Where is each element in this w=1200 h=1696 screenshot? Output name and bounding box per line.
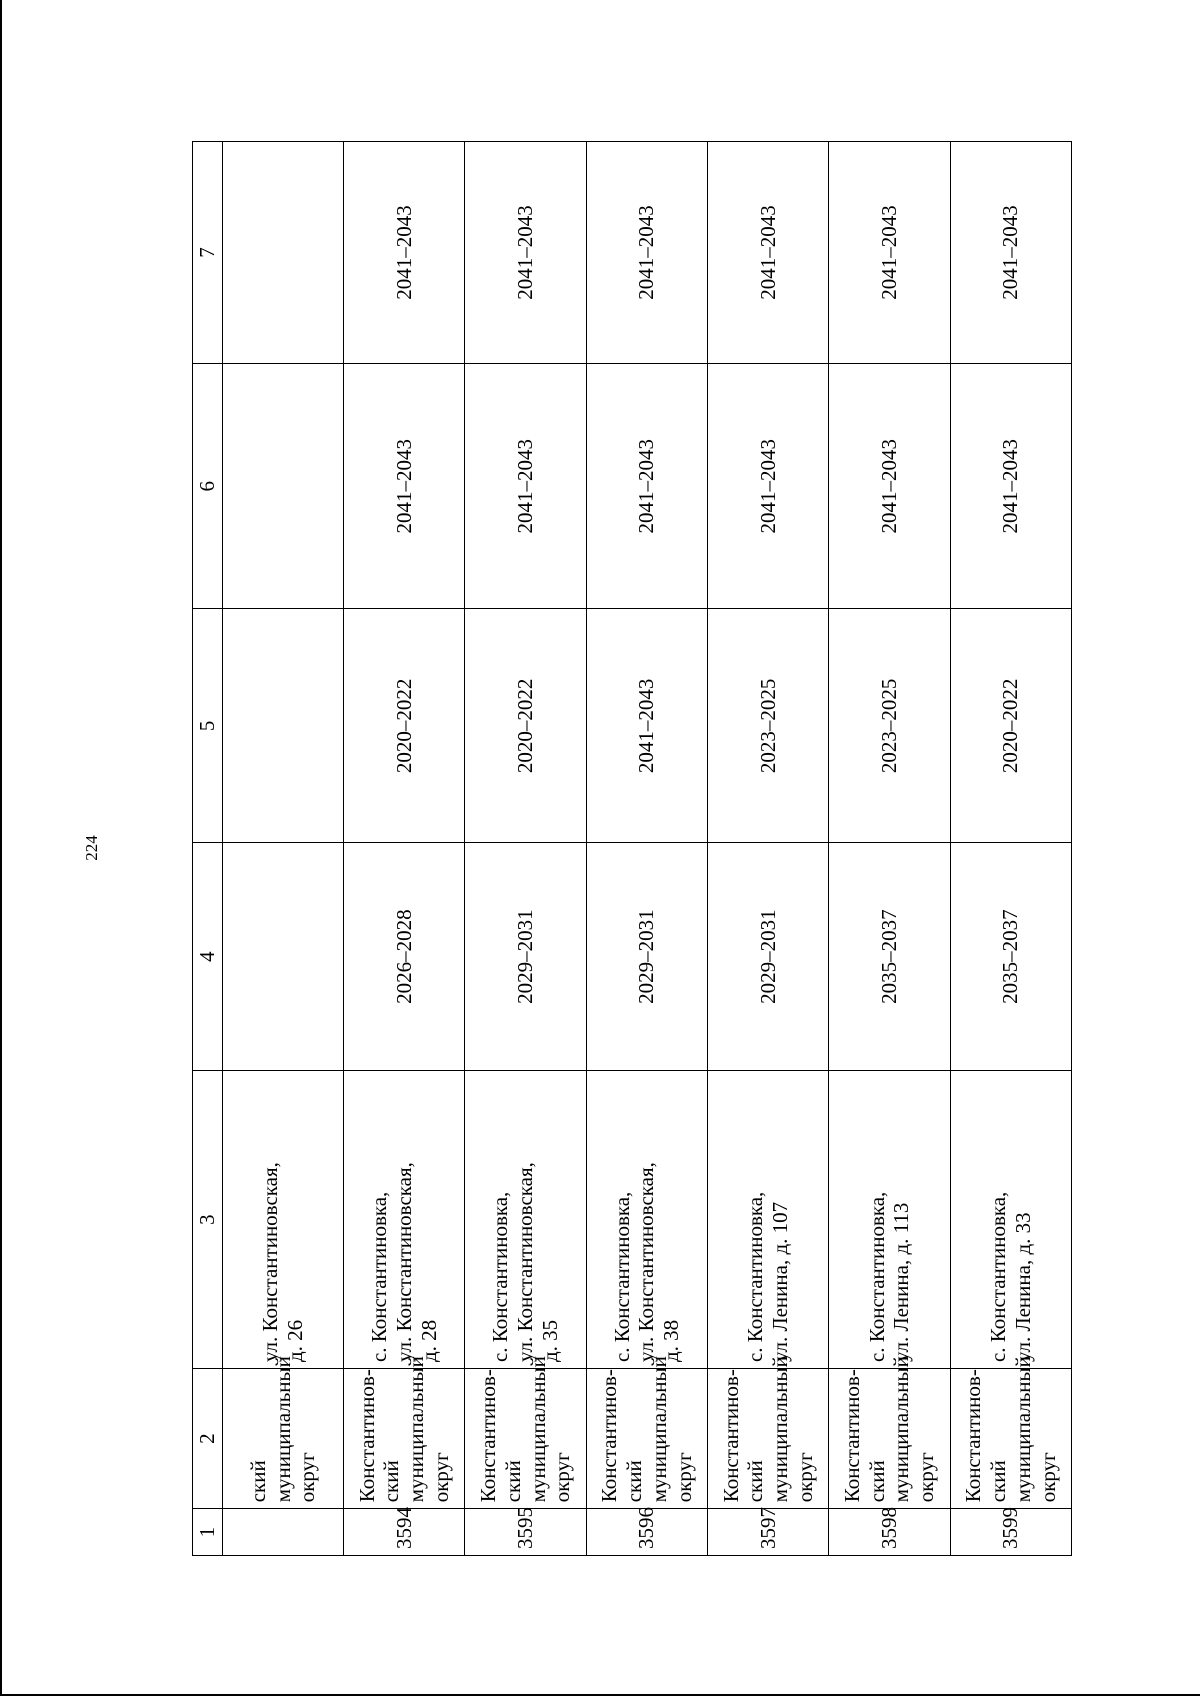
- district-line: муниципальный: [270, 1356, 295, 1503]
- district-cell: [708, 1356, 829, 1509]
- district-line: ский: [500, 1460, 525, 1503]
- address-line: ул. Ленина, д. 33: [1010, 1212, 1035, 1363]
- header-row: [193, 142, 223, 1556]
- district-line: Константинов-: [354, 1369, 379, 1503]
- period-cell-c6: 2041–2043: [829, 364, 950, 609]
- address-line: с. Константиновка,: [488, 1191, 513, 1363]
- address-cell: [708, 1071, 829, 1369]
- address-line: д. 28: [416, 1319, 441, 1363]
- district-line: муниципальный: [525, 1356, 550, 1503]
- address-line: д. 38: [659, 1319, 684, 1363]
- district-line: округ: [671, 1452, 696, 1503]
- period-cell-c5: 2041–2043: [586, 609, 707, 843]
- period-cell-c6: 2041–2043: [950, 364, 1071, 609]
- period-cell-c5: 2023–2025: [708, 609, 829, 843]
- district-line: Константинов-: [476, 1369, 501, 1503]
- period-cell-c6: 2041–2043: [586, 364, 707, 609]
- address-line: с. Константиновка,: [743, 1191, 768, 1363]
- period-cell-c4: 2029–2031: [708, 843, 829, 1071]
- period-cell-c5: 2020–2022: [950, 609, 1071, 843]
- period-cell-c5: 2020–2022: [344, 609, 465, 843]
- period-cell-c5: [222, 609, 343, 843]
- period-cell-c7: 2041–2043: [465, 142, 586, 364]
- address-line: д. 35: [537, 1319, 562, 1363]
- period-cell-c7: 2041–2043: [586, 142, 707, 364]
- district-line: округ: [1035, 1452, 1060, 1503]
- header-cell: 1: [193, 1509, 223, 1556]
- header-cell: 4: [193, 843, 223, 1071]
- district-line: Константинов-: [961, 1369, 986, 1503]
- header-cell: 3: [193, 1071, 223, 1369]
- district-line: муниципальный: [889, 1356, 914, 1503]
- address-line: с. Константиновка,: [986, 1191, 1011, 1363]
- address-line: с. Константиновка,: [864, 1191, 889, 1363]
- address-cell: [222, 1071, 343, 1369]
- period-cell-c5: 2023–2025: [829, 609, 950, 843]
- district-cell: [465, 1356, 586, 1509]
- district-line: округ: [550, 1452, 575, 1503]
- header-cell: 5: [193, 609, 223, 843]
- period-cell-c4: 2029–2031: [586, 843, 707, 1071]
- row-number-cell: 3595: [465, 1509, 586, 1556]
- district-line: Константинов-: [597, 1369, 622, 1503]
- period-cell-c6: 2041–2043: [708, 364, 829, 609]
- table-row: [708, 142, 829, 1556]
- district-line: Константинов-: [839, 1369, 864, 1503]
- header-cell: 2: [193, 1369, 223, 1509]
- period-cell-c4: 2029–2031: [465, 843, 586, 1071]
- period-cell-c7: 2041–2043: [950, 142, 1071, 364]
- district-cell: [950, 1356, 1071, 1509]
- district-line: Константинов-: [718, 1369, 743, 1503]
- address-cell: [950, 1071, 1071, 1369]
- address-line: ул. Константиновская,: [258, 1162, 283, 1363]
- address-line: ул. Константиновская,: [634, 1162, 659, 1363]
- period-cell-c4: [222, 843, 343, 1071]
- district-line: округ: [914, 1452, 939, 1503]
- address-line: с. Константиновка,: [609, 1191, 634, 1363]
- table-row: [344, 142, 465, 1556]
- address-line: д. 26: [282, 1319, 307, 1363]
- district-line: ский: [986, 1460, 1011, 1503]
- row-number-cell: 3594: [344, 1509, 465, 1556]
- district-line: муниципальный: [1010, 1356, 1035, 1503]
- address-line: ул. Ленина, д. 113: [889, 1202, 914, 1363]
- address-line: ул. Константиновская,: [513, 1162, 538, 1363]
- address-cell: [586, 1071, 707, 1369]
- district-cell: [586, 1356, 707, 1509]
- address-line: ул. Константиновская,: [391, 1162, 416, 1363]
- table-row: [829, 142, 950, 1556]
- district-line: муниципальный: [646, 1356, 671, 1503]
- period-cell-c6: 2041–2043: [344, 364, 465, 609]
- table-row: [586, 142, 707, 1556]
- district-line: ский: [379, 1460, 404, 1503]
- header-cell: 6: [193, 364, 223, 609]
- period-cell-c7: 2041–2043: [344, 142, 465, 364]
- period-cell-c4: 2026–2028: [344, 843, 465, 1071]
- period-cell-c7: 2041–2043: [829, 142, 950, 364]
- table-row: [465, 142, 586, 1556]
- period-cell-c6: [222, 364, 343, 609]
- district-line: ский: [864, 1460, 889, 1503]
- address-line: с. Константиновка,: [367, 1191, 392, 1363]
- period-cell-c7: 2041–2043: [708, 142, 829, 364]
- table-container: [192, 141, 1072, 1556]
- row-number-cell: 3597: [708, 1509, 829, 1556]
- row-number-cell: 3596: [586, 1509, 707, 1556]
- district-line: ский: [245, 1460, 270, 1503]
- row-number-cell: 3598: [829, 1509, 950, 1556]
- district-line: муниципальный: [404, 1356, 429, 1503]
- page-number: 224: [82, 835, 101, 861]
- district-line: округ: [295, 1452, 320, 1503]
- address-cell: [344, 1071, 465, 1369]
- district-cell: [222, 1356, 343, 1509]
- header-cell: 7: [193, 142, 223, 364]
- period-cell-c4: 2035–2037: [950, 843, 1071, 1071]
- data-table: [192, 141, 1072, 1556]
- district-line: округ: [792, 1452, 817, 1503]
- table-row: [950, 142, 1071, 1556]
- period-cell-c4: 2035–2037: [829, 843, 950, 1071]
- district-line: муниципальный: [768, 1356, 793, 1503]
- row-number-cell: [222, 1509, 343, 1556]
- district-line: ский: [622, 1460, 647, 1503]
- district-cell: [344, 1356, 465, 1509]
- address-cell: [829, 1071, 950, 1369]
- district-cell: [829, 1356, 950, 1509]
- district-line: ский: [743, 1460, 768, 1503]
- period-cell-c6: 2041–2043: [465, 364, 586, 609]
- district-line: округ: [429, 1452, 454, 1503]
- address-line: ул. Ленина, д. 107: [768, 1201, 793, 1363]
- row-number-cell: 3599: [950, 1509, 1071, 1556]
- address-cell: [465, 1071, 586, 1369]
- period-cell-c5: 2020–2022: [465, 609, 586, 843]
- table-row: [222, 142, 343, 1556]
- period-cell-c7: [222, 142, 343, 364]
